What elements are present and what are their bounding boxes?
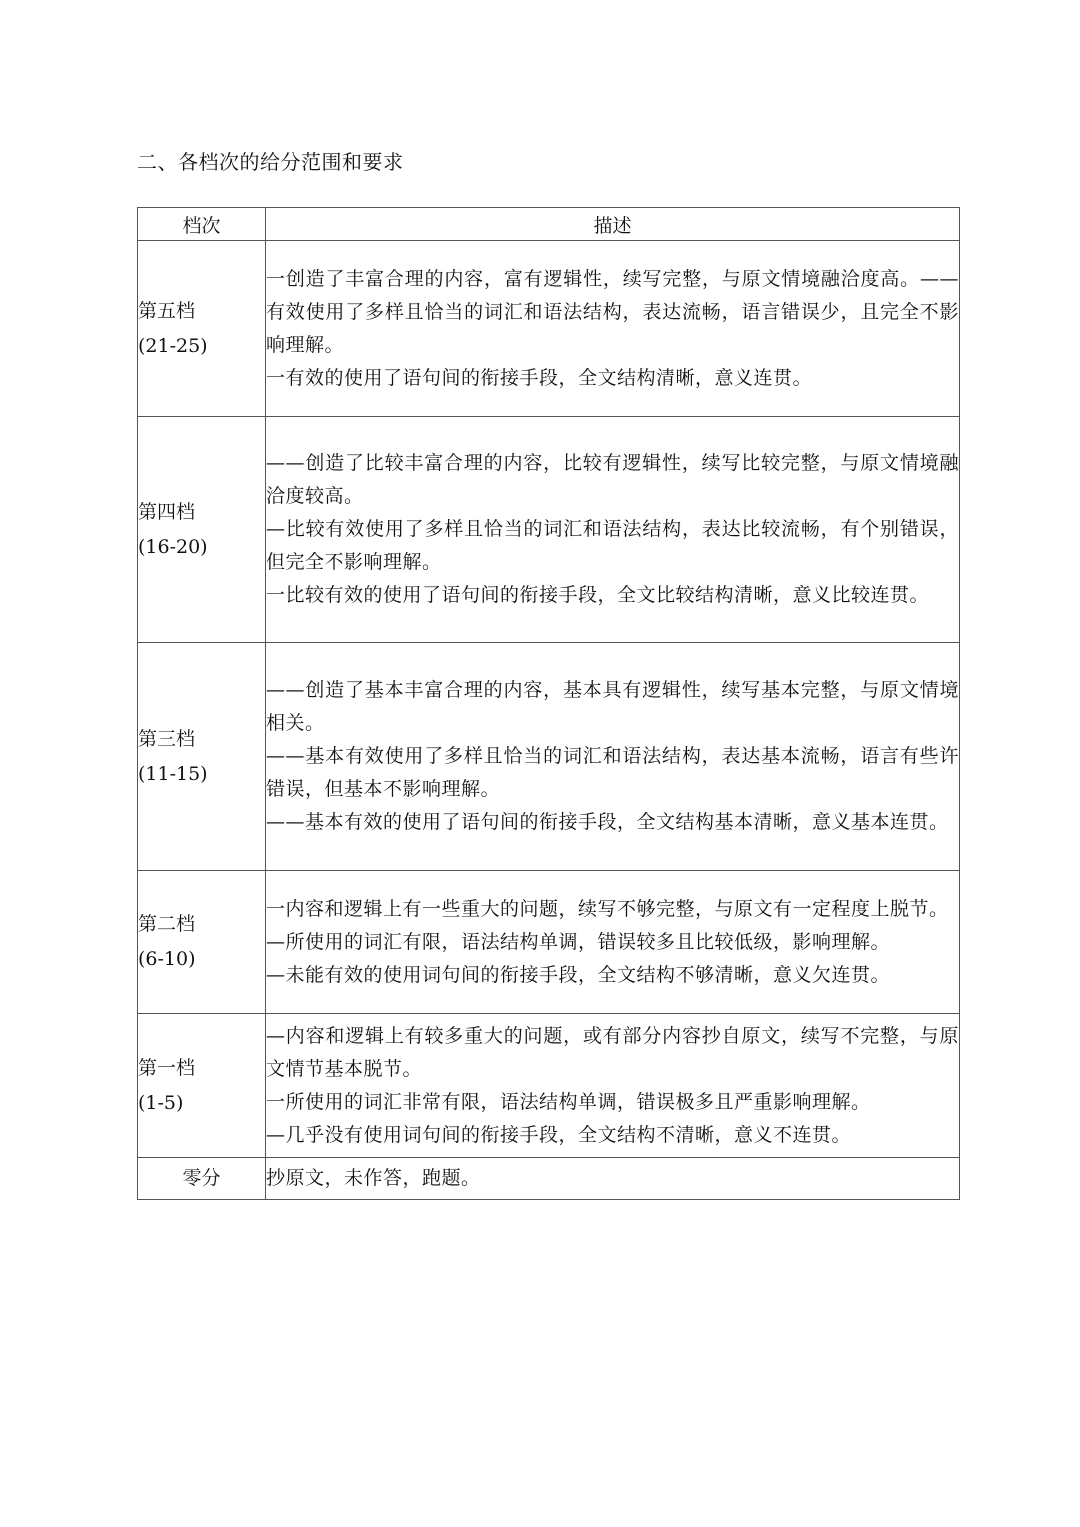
table-row-level-4: [138, 417, 960, 643]
section-heading: 二、各档次的给分范围和要求: [137, 150, 404, 174]
table-row-level-2: [138, 871, 960, 1014]
description-line: 一比较有效的使用了语句间的衔接手段，全文比较结构清晰，意义比较连贯。: [266, 584, 930, 606]
table-row-level-3: [138, 643, 960, 871]
description-line: —所使用的词汇有限，语法结构单调，错误较多且比较低级，影响理解。: [266, 930, 891, 953]
description-line: ——创造了基本丰富合理的内容，基本具有逻辑性，续写基本完整，与原文情境相关。: [266, 679, 959, 734]
column-header-level: 档次: [138, 208, 266, 241]
description-cell: [266, 417, 960, 643]
level-score-range: (6-10): [138, 948, 196, 970]
description-line: 一所使用的词汇非常有限，语法结构单调，错误极多且严重影响理解。: [266, 1090, 871, 1113]
level-name: 第一档: [138, 1056, 196, 1079]
description-cell: [266, 241, 960, 417]
level-name: 第三档: [138, 727, 196, 750]
description-line: 一内容和逻辑上有一些重大的问题，续写不够完整，与原文有一定程度上脱节。: [266, 897, 949, 920]
level-cell: [138, 417, 266, 643]
level-cell: [138, 871, 266, 1014]
table-row-level-5: [138, 241, 960, 417]
scoring-rubric-table: [137, 207, 960, 1200]
level-name: 第四档: [138, 500, 196, 523]
description-line: 抄原文，未作答，跑题。: [266, 1167, 481, 1189]
description-line: —几乎没有使用词句间的衔接手段，全文结构不清晰，意义不连贯。: [266, 1123, 852, 1146]
level-cell: [138, 1158, 266, 1200]
description-line: ——基本有效的使用了语句间的衔接手段，全文结构基本清晰，意义基本连贯。: [266, 811, 949, 833]
level-score-range: (16-20): [138, 535, 208, 558]
level-cell: [138, 241, 266, 417]
description-line: ——基本有效使用了多样且恰当的词汇和语法结构，表达基本流畅，语言有些许错误，但基本不影响理解。: [266, 745, 959, 800]
level-name: 第二档: [138, 913, 196, 935]
level-score-range: (11-15): [138, 762, 208, 785]
description-line: —比较有效使用了多样且恰当的词汇和语法结构，表达比较流畅，有个别错误，但完全不影响理解。: [266, 518, 959, 573]
description-line: —内容和逻辑上有较多重大的问题，或有部分内容抄自原文，续写不完整，与原文情节基本脱节。: [266, 1024, 959, 1080]
table-row-zero: [138, 1158, 960, 1200]
description-line: 一创造了丰富合理的内容，富有逻辑性，续写完整，与原文情境融洽度高。——有效使用了多样且恰当的词汇和语法结构，表达流畅，语言错误少，且完全不影响理解。: [266, 267, 959, 356]
description-line: ——创造了比较丰富合理的内容，比较有逻辑性，续写比较完整，与原文情境融洽度较高。: [266, 452, 959, 507]
table-row-level-1: [138, 1014, 960, 1158]
description-cell: [266, 1158, 960, 1200]
level-score-range: (1-5): [138, 1091, 184, 1114]
description-cell: [266, 643, 960, 871]
level-cell: [138, 1014, 266, 1158]
level-name: 零分: [182, 1167, 221, 1189]
level-score-range: (21-25): [138, 334, 208, 357]
description-cell: [266, 1014, 960, 1158]
description-line: —未能有效的使用词句间的衔接手段，全文结构不够清晰，意义欠连贯。: [266, 963, 891, 986]
description-line: 一有效的使用了语句间的衔接手段，全文结构清晰，意义连贯。: [266, 366, 813, 389]
level-name: 第五档: [138, 299, 196, 322]
table-header-row: [138, 208, 960, 241]
column-header-description: 描述: [266, 208, 960, 241]
description-cell: [266, 871, 960, 1014]
level-cell: [138, 643, 266, 871]
